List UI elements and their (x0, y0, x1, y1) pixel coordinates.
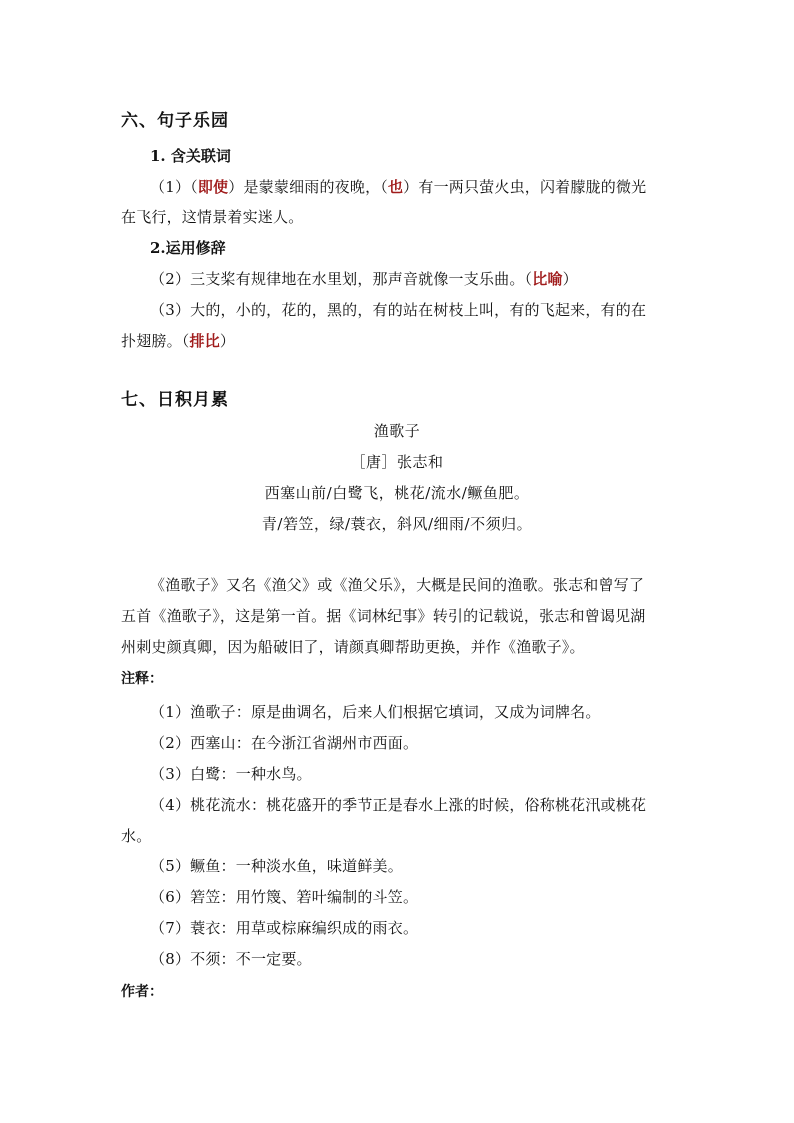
sentence-3-text-b: ） (219, 332, 236, 350)
note-7: （7）蓑衣：用草或棕麻编织成的雨衣。 (150, 919, 419, 937)
note-1: （1）渔歌子：原是曲调名，后来人们根据它填词，又成为词牌名。 (150, 703, 601, 721)
poem-line-2: 青/箬笠，绿/蓑衣，斜风/细雨/不须归。 (261, 515, 533, 533)
sentence-1-text-a: （1）（ (150, 178, 198, 196)
sentence-3-line-1: （3）大的，小的，花的，黑的，有的站在树枝上叫，有的飞起来，有的在 (150, 301, 647, 319)
author-label: 作者： (121, 984, 163, 1000)
note-4-line-1: （4）桃花流水：桃花盛开的季节正是春水上涨的时候，俗称桃花汛或桃花 (150, 796, 647, 814)
answer-paibi: 排比 (189, 332, 220, 350)
sentence-3-text-a: 扑翅膀。（ (121, 332, 190, 350)
intro-line-3: 州刺史颜真卿，因为船破旧了，请颜真卿帮助更换，并作《渔歌子》。 (121, 638, 585, 656)
sentence-1-text-c: ）有一两只萤火虫，闪着朦胧的微光 (403, 178, 647, 196)
poem-author: ［唐］张志和 (350, 453, 444, 471)
answer-biyu: 比喻 (532, 270, 563, 288)
notes-label: 注释： (121, 671, 163, 687)
subsection-2-title: 2.运用修辞 (150, 239, 226, 257)
section-6-title: 六、句子乐园 (121, 111, 229, 131)
subsection-1-title: 1. 含关联词 (150, 147, 231, 165)
note-4-line-2: 水。 (121, 827, 152, 845)
sentence-2-text-b: ） (562, 270, 578, 288)
sentence-2-line-1 (150, 268, 578, 289)
section-7-title: 七、日积月累 (121, 390, 229, 410)
sentence-3-line-2 (121, 330, 235, 351)
answer-ye: 也 (387, 178, 404, 196)
sentence-1-text-b: ）是蒙蒙细雨的夜晚，（ (228, 178, 388, 196)
note-5: （5）鳜鱼：一种淡水鱼，味道鲜美。 (150, 857, 403, 875)
note-8: （8）不须：不一定要。 (150, 950, 312, 968)
intro-line-1: 《渔歌子》又名《渔父》或《渔父乐》，大概是民间的渔歌。张志和曾写了 (150, 576, 645, 594)
note-6: （6）箬笠：用竹篾、箬叶编制的斗笠。 (150, 888, 419, 906)
sentence-2-text-a: （2）三支桨有规律地在水里划，那声音就像一支乐曲。（ (150, 270, 533, 288)
sentence-1-line-1 (150, 176, 646, 197)
answer-jishi: 即使 (197, 178, 229, 196)
intro-line-2: 五首《渔歌子》，这是第一首。据《词林纪事》转引的记载说，张志和曾谒见湖 (121, 607, 646, 625)
note-2: （2）西塞山：在今浙江省湖州市西面。 (150, 734, 419, 752)
sentence-1-line-2: 在飞行，这情景着实迷人。 (121, 208, 304, 226)
note-3: （3）白鹭：一种水鸟。 (150, 765, 312, 783)
poem-line-1: 西塞山前/白鹭飞，桃花/流水/鳜鱼肥。 (264, 484, 530, 502)
poem-title: 渔歌子 (373, 422, 421, 440)
